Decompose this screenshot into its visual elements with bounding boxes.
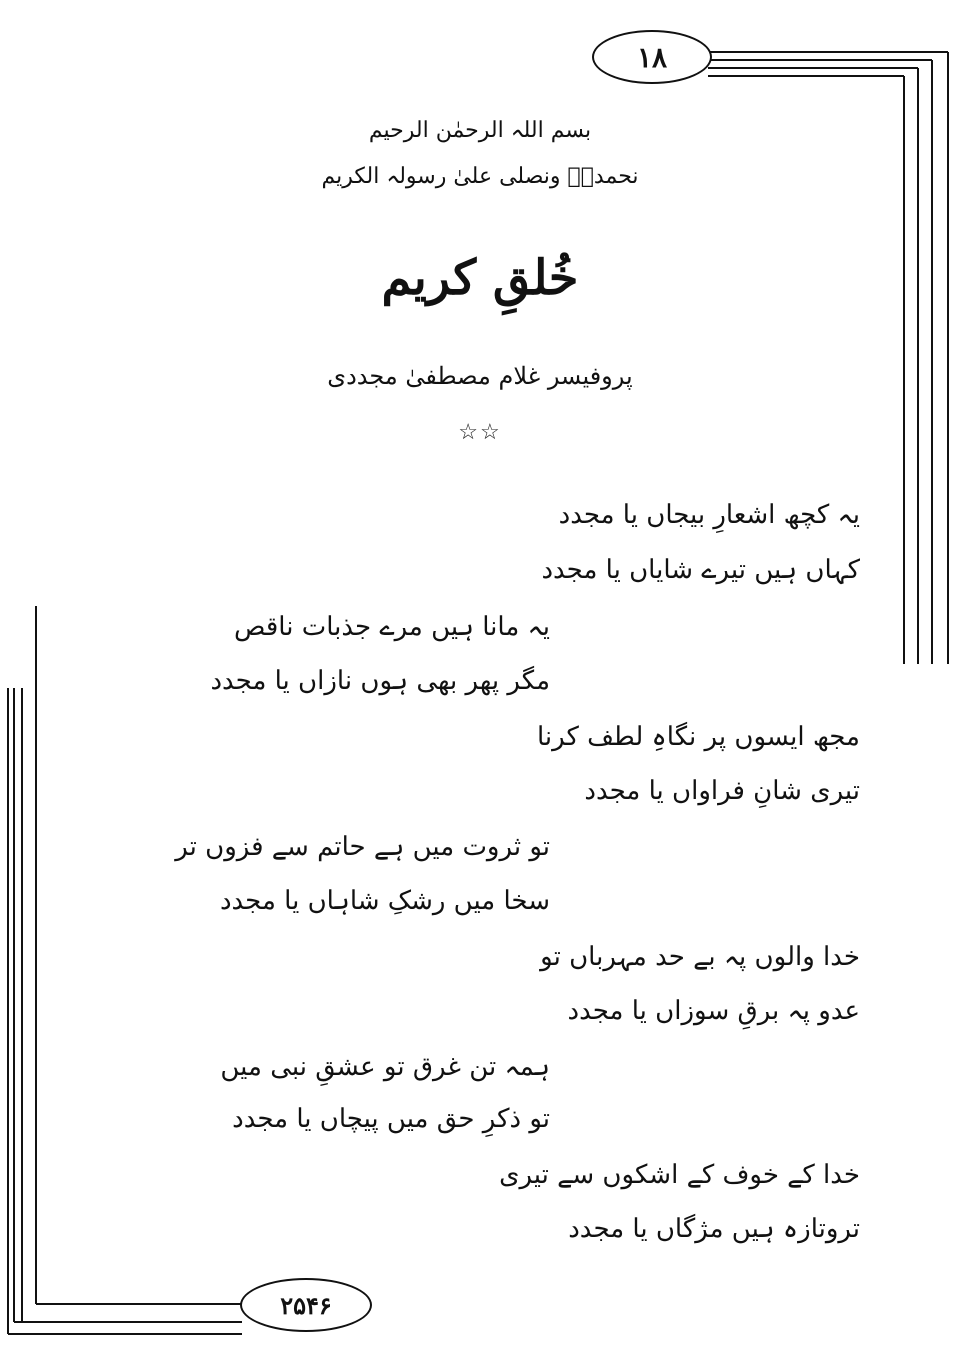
verse-line: تو ثروت میں ہے حاتم سے فزوں تر [175, 832, 550, 862]
verse-line: سخا میں رشکِ شاہاں یا مجدد [219, 886, 550, 916]
verse-line: یہ مانا ہیں مرے جذبات ناقص [234, 612, 550, 642]
verse-line: مگر پھر بھی ہوں نازاں یا مجدد [210, 666, 550, 696]
verse-line: کہاں ہیں تیرے شایاں یا مجدد [541, 555, 860, 585]
page-number-bottom: ۲۵۴۶ [240, 1278, 372, 1332]
verse-line: تروتازہ ہیں مژگاں یا مجدد [568, 1214, 860, 1244]
verse-line: تیری شانِ فراواں یا مجدد [584, 776, 860, 806]
verse-line: تو ذکرِ حق میں پیچاں یا مجدد [232, 1104, 550, 1134]
verse-line: ہمہ تن غرق تو عشقِ نبی میں [220, 1052, 550, 1082]
verse-line: مجھ ایسوں پر نگاہِ لطف کرنا [536, 722, 860, 752]
page-number-top: ۱۸ [592, 30, 712, 84]
verse-line: خدا کے خوف کے اشکوں سے تیری [499, 1160, 860, 1190]
author-name: پروفیسر غلام مصطفیٰ مجددی [327, 362, 633, 390]
poem-title: خُلقِ کریم [381, 250, 579, 306]
verse-line: خدا والوں پہ بے حد مہرباں تو [540, 942, 860, 972]
verse-line: یہ کچھ اشعارِ بیجاں یا مجدد [558, 500, 860, 530]
star-ornament: ☆☆ [458, 420, 502, 445]
salutation-line: نحمدہٗ ونصلی علیٰ رسولہ الکریم [321, 164, 639, 189]
bismillah-line: بسم اللہ الرحمٰن الرحیم [368, 118, 592, 143]
verse-line: عدو پہ برقِ سوزاں یا مجدد [567, 996, 860, 1026]
